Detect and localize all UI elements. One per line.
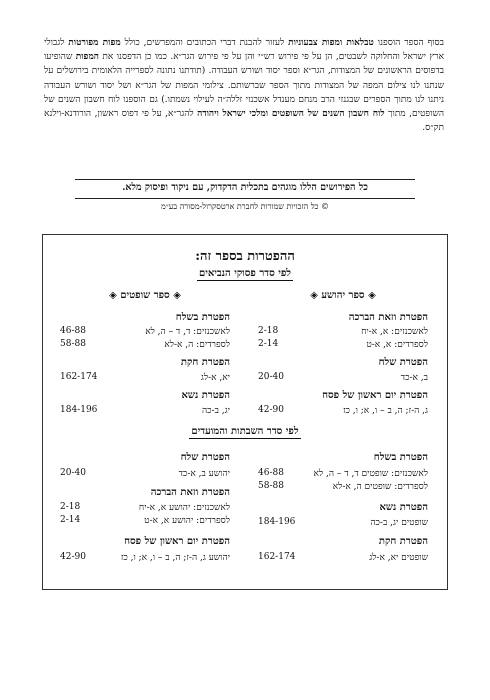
divider-top: [75, 179, 415, 180]
haftarah-reference: לספרדים: יהושע א, א-ט: [144, 516, 230, 526]
haftarah-title: הפטרת וזאת הברכה: [150, 487, 230, 498]
section-heading-prophets-order-label: לפי סדר פסוקי הנביאים: [199, 268, 291, 279]
haftarah-row: [60, 339, 230, 351]
haftarah-reference: לאשכנזים: א, א-יח: [361, 327, 428, 337]
section-heading-sabbaths-order-label: לפי סדר השבתות והמועדים: [191, 426, 299, 437]
haftarah-title: הפטרת נשא: [379, 502, 428, 513]
haftarah-reference: לספרדים: ה, א-לא: [164, 340, 230, 350]
haftarah-reference: לאשכנזים: ד, ד – ה, לא: [145, 327, 230, 337]
page-range: 20-40: [258, 372, 284, 382]
haftarah-row: [258, 339, 428, 351]
haftarah-row: [258, 481, 428, 493]
page-range: 58-88: [258, 481, 284, 491]
haftarah-title: הפטרת בשלח: [373, 452, 428, 463]
intro-paragraph: [44, 36, 444, 135]
haftarah-title: הפטרת שלח: [378, 357, 428, 368]
haftarah-title: הפטרת בשלח: [175, 312, 230, 323]
haftarah-reference: ב, א-כד: [400, 373, 428, 383]
haftarah-row: [60, 326, 230, 338]
haftarah-reference: יהושע ג, ה-ז; ה, ב – ו, א; ו, כז: [120, 553, 230, 563]
intro-bold-4: לוח חשבון השנים של השופטים ומלכי ישראל ויהודה: [197, 109, 385, 120]
intro-text-1: בסוף הספר הוספנו: [373, 38, 444, 48]
haftarah-title: הפטרת יום ראשון של פסח: [322, 390, 428, 401]
haftarah-title: הפטרת שלח: [180, 452, 230, 463]
proofreading-note: כל הפירושים הללו מוגהים בתכלית הדקדוק, עם ניקוד ופיסוק מלא.: [122, 182, 368, 193]
haftarah-reference: לאשכנזים: יהושע א, א-יח: [138, 503, 230, 513]
intro-text-4: שהופיעו בדפוסים הראשונים של המצודות, הגר״א וספר יסוד ושורש העבודה. (תודתנו נתונה לספרייה הלאומית בירושלים על שנתנו לנו צילום המפה של המצודות מתוך הספר שברשותם. צילומי המפות של הגר״א ושל יסוד ושורש העבודה ניתנו לנו מתוך הספרים שבגנזי הרב מנחם מענדל אשכנזי זללה״ה לעילוי נשמתו.) גם הוספנו לוח חשבון השנים של השופטים, מתוך: [44, 52, 444, 120]
section-heading-sabbaths-order: [170, 426, 320, 439]
haftarah-reference: לאשכנזים: שופטים ד, ד – ה, לא: [313, 469, 428, 479]
haftarah-reference: שופטים יא, א-לג: [369, 553, 428, 563]
page-range: 162-174: [60, 372, 98, 382]
page-range: 2-14: [60, 515, 81, 525]
haftarah-row: [258, 405, 428, 417]
haftarah-row: [258, 372, 428, 384]
book-heading-joshua: ◈ ספר יהושע ◈: [310, 290, 376, 301]
intro-bold-3: המפות: [75, 52, 99, 63]
page-range: 58-88: [60, 339, 86, 349]
page-range: 2-18: [60, 502, 81, 512]
page-range: 20-40: [60, 468, 86, 478]
haftarah-title: הפטרת נשא: [181, 390, 230, 401]
haftarah-row: [60, 405, 230, 417]
page-range: 184-196: [258, 517, 296, 527]
copyright-line: © כל הזכויות שמורות לחברת ארטסקרול-מסורה בע״מ: [160, 202, 330, 211]
haftarot-box-title: ההפטרות בספר זה:: [195, 249, 295, 264]
haftarah-row: [60, 372, 230, 384]
page-range: 42-90: [60, 552, 86, 562]
page-range: 2-18: [258, 326, 279, 336]
divider-bottom: [75, 198, 415, 199]
haftarah-row: [258, 552, 428, 564]
haftarah-row: [258, 517, 428, 529]
intro-bold-1: טבלאות ומפות צבעוניות: [288, 38, 374, 48]
haftarah-title: הפטרת וזאת הברכה: [348, 312, 428, 323]
intro-text-5: להגר״א, על פי דפוס ראשון, הורודנא-וילנא תק״ס.: [44, 109, 444, 134]
haftarah-reference: יא, א-לג: [200, 373, 230, 383]
haftarah-reference: יג, ב-כה: [201, 406, 230, 416]
haftarah-reference: ג, ה-ז; ה, ב – ו, א; ו, כז: [342, 406, 428, 416]
haftarah-title: הפטרת חקת: [180, 357, 230, 368]
page-range: 42-90: [258, 405, 284, 415]
haftarah-reference: לספרדים: שופטים ה, א-לא: [332, 482, 428, 492]
haftarah-reference: לספרדים: א, א-ט: [366, 340, 428, 350]
haftarah-row: [60, 552, 230, 564]
intro-text-3: לגבולי ארץ ישראל והחלוקה לשבטים, הן על פי פירוש רש״י והן על פי פירוש הגר״א. כמו כן הדפסנו את: [44, 38, 444, 63]
page-range: 162-174: [258, 552, 296, 562]
haftarah-title: הפטרת יום ראשון של פסח: [124, 536, 230, 547]
haftarah-reference: שופטים יג, ב-כה: [370, 518, 428, 528]
page-range: 2-14: [258, 339, 279, 349]
intro-bold-2: מפות מפורטות: [68, 38, 121, 48]
haftarah-row: [258, 326, 428, 338]
haftarah-reference: יהושע ב, א-כד: [178, 469, 230, 479]
haftarah-row: [60, 515, 230, 527]
haftarah-title: הפטרת חקת: [378, 536, 428, 547]
haftarah-row: [60, 502, 230, 514]
page-range: 46-88: [60, 326, 86, 336]
page-range: 184-196: [60, 405, 98, 415]
intro-text-2: לעזור להבנת דברי הכתובים והמפרשים, כולל: [120, 38, 289, 48]
page-range: 46-88: [258, 468, 284, 478]
section-heading-prophets-order: [170, 268, 320, 281]
book-heading-judges: ◈ ספר שופטים ◈: [109, 290, 181, 301]
haftarah-row: [60, 468, 230, 480]
haftarah-row: [258, 468, 428, 480]
